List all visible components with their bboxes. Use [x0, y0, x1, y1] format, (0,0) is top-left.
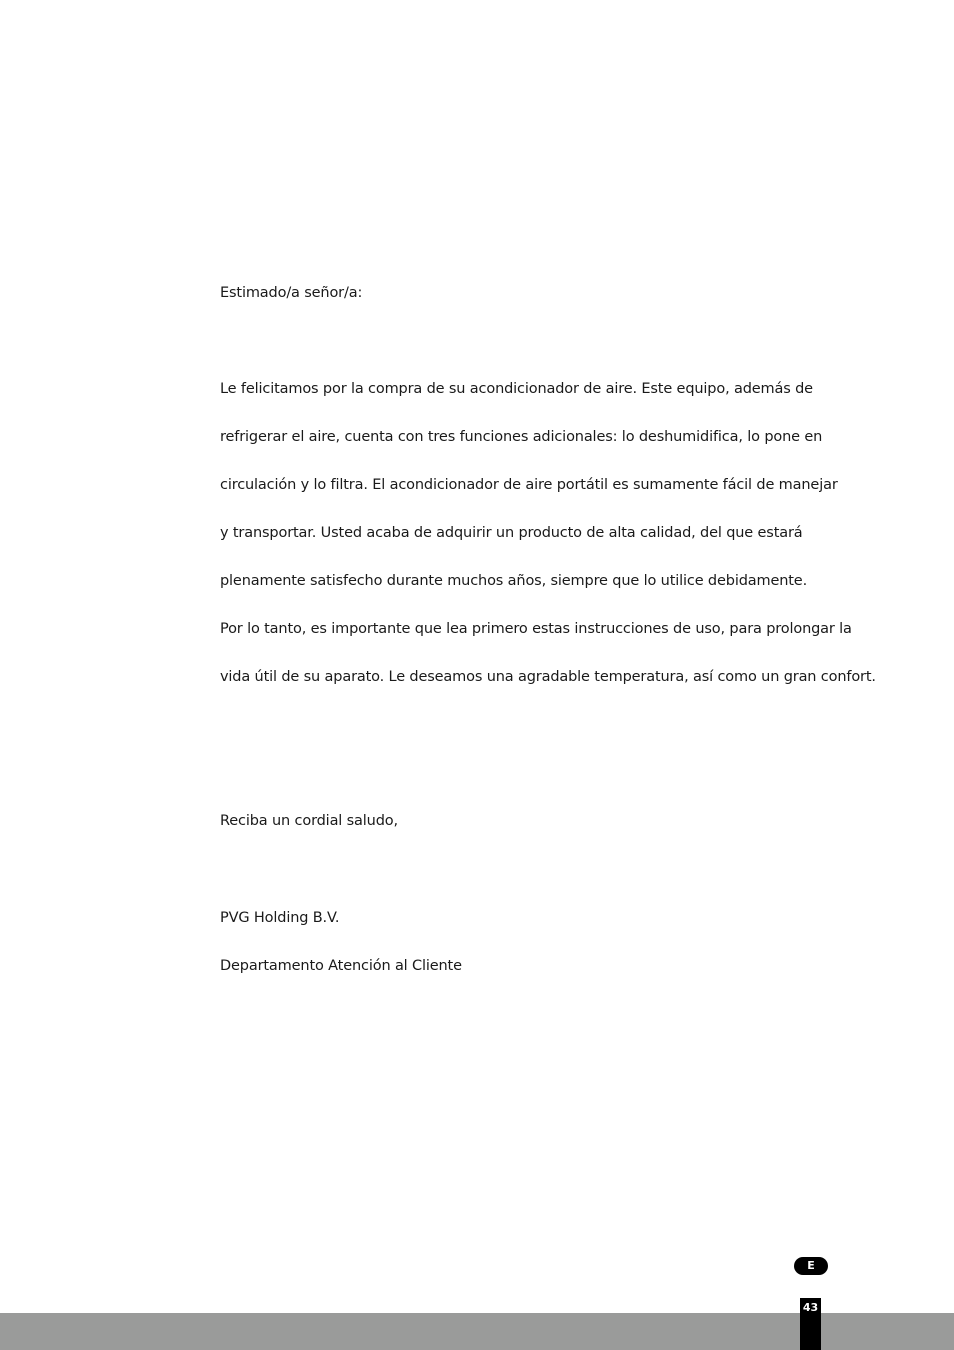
- body-line-4: y transportar. Usted acaba de adquirir un producto de alta calidad, del que estará: [220, 525, 803, 541]
- body-line-3: circulación y lo filtra. El acondicionador de aire portátil es sumamente fácil de manejar: [220, 477, 838, 493]
- body-line-6: Por lo tanto, es importante que lea primero estas instrucciones de uso, para prolongar la: [220, 621, 852, 637]
- page-number: 43: [802, 1301, 819, 1314]
- department-name: Departamento Atención al Cliente: [220, 958, 462, 974]
- closing: Reciba un cordial saludo,: [220, 813, 398, 829]
- salutation: Estimado/a señor/a:: [220, 285, 363, 301]
- language-badge: E: [794, 1257, 828, 1275]
- body-line-2: refrigerar el aire, cuenta con tres funciones adicionales: lo deshumidifica, lo pone en: [220, 429, 823, 445]
- body-line-1: Le felicitamos por la compra de su acondicionador de aire. Este equipo, además de: [220, 381, 813, 397]
- company-name: PVG Holding B.V.: [220, 910, 340, 926]
- body-line-7: vida útil de su aparato. Le deseamos una agradable temperatura, así como un gran confort.: [220, 669, 876, 685]
- body-line-5: plenamente satisfecho durante muchos años, siempre que lo utilice debidamente.: [220, 573, 808, 589]
